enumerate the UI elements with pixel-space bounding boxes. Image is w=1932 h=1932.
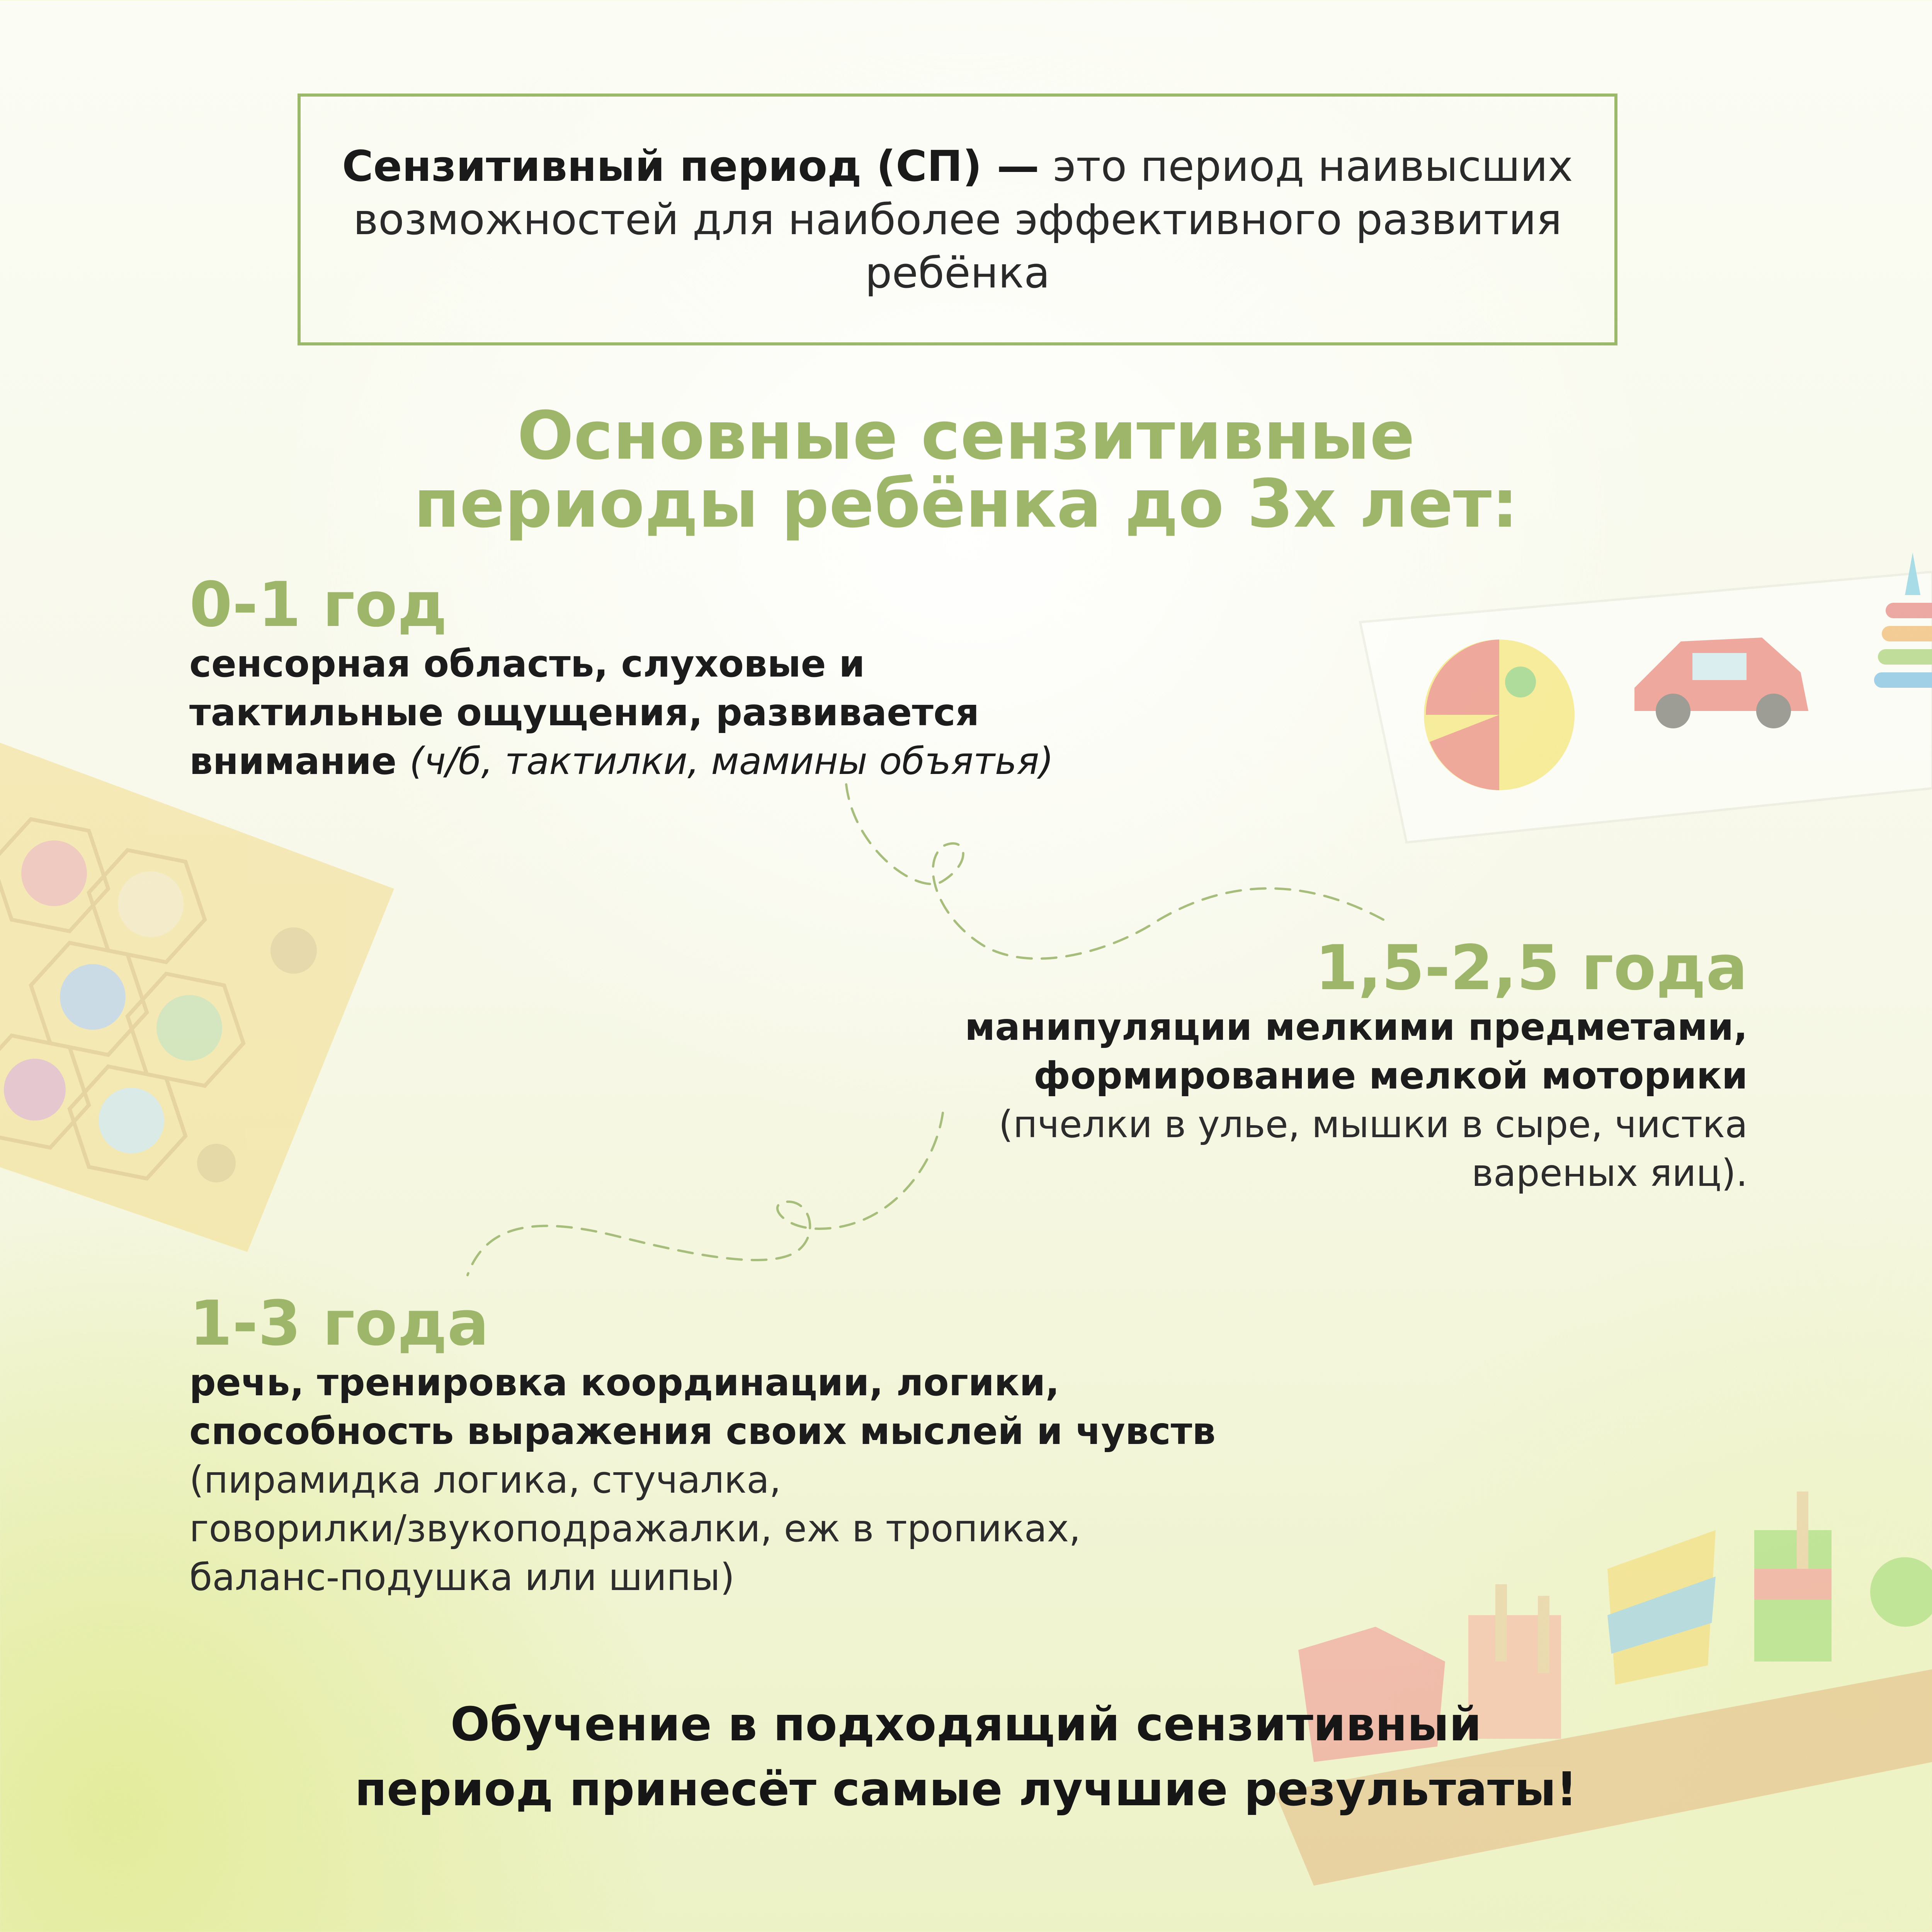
ball-icon: [1424, 639, 1575, 790]
period-1-note: (ч/б, тактилки, мамины объятья): [409, 740, 1054, 783]
period-3-line-2: способность выражения своих мыслей и чувств: [189, 1410, 1216, 1453]
period-1-line-1: сенсорная область, слуховые и: [189, 642, 865, 685]
period-2-age: 1,5-2,5 года: [1315, 932, 1748, 1004]
shape-sorter-image: [1275, 1492, 1932, 1886]
definition-term: Сензитивный период (СП) —: [342, 141, 1039, 191]
period-1-age: 0-1 год: [189, 568, 447, 641]
period-3-line-1: речь, тренировка координации, логики,: [189, 1361, 1060, 1404]
period-2-description: [782, 1003, 1748, 1197]
period-1-line-3: [189, 737, 1155, 786]
period-2-note-1: (пчелки в улье, мышки в сыре, чистка: [998, 1103, 1748, 1146]
period-3-description: [189, 1358, 1349, 1602]
period-2-line-2: формирование мелкой моторики: [1033, 1054, 1748, 1097]
page-title: [232, 397, 1700, 543]
period-3-note-3: баланс-подушка или шипы): [189, 1556, 735, 1599]
period-1-line-3-text: внимание: [189, 740, 397, 783]
period-3-note-1: (пирамидка логика, стучалка,: [189, 1458, 781, 1502]
period-2-note-2: вареных яиц).: [1471, 1151, 1748, 1195]
page-title-line-2: периоды ребёнка до 3х лет:: [413, 465, 1519, 543]
definition-box: [298, 94, 1617, 345]
period-3-age: 1-3 года: [189, 1287, 489, 1359]
footer-conclusion: [193, 1692, 1739, 1822]
period-2-line-1: манипуляции мелкими предметами,: [964, 1005, 1748, 1049]
period-3-note-2: говорилки/звукоподражалки, еж в тропиках,: [189, 1507, 1081, 1550]
definition-body: это период наивысших возможностей для наиболее эффективного развития ребёнка: [353, 141, 1573, 298]
period-1-description: [189, 639, 1155, 786]
page-title-line-1: Основные сензитивные: [517, 397, 1415, 474]
honeycomb-toy-image: [0, 734, 397, 1252]
footer-line-1: Обучение в подходящий сензитивный: [450, 1698, 1482, 1752]
period-1-line-2: тактильные ощущения, развивается: [189, 691, 980, 734]
footer-line-2: период принесёт самые лучшие результаты!: [355, 1763, 1577, 1816]
definition-text: [320, 139, 1595, 299]
